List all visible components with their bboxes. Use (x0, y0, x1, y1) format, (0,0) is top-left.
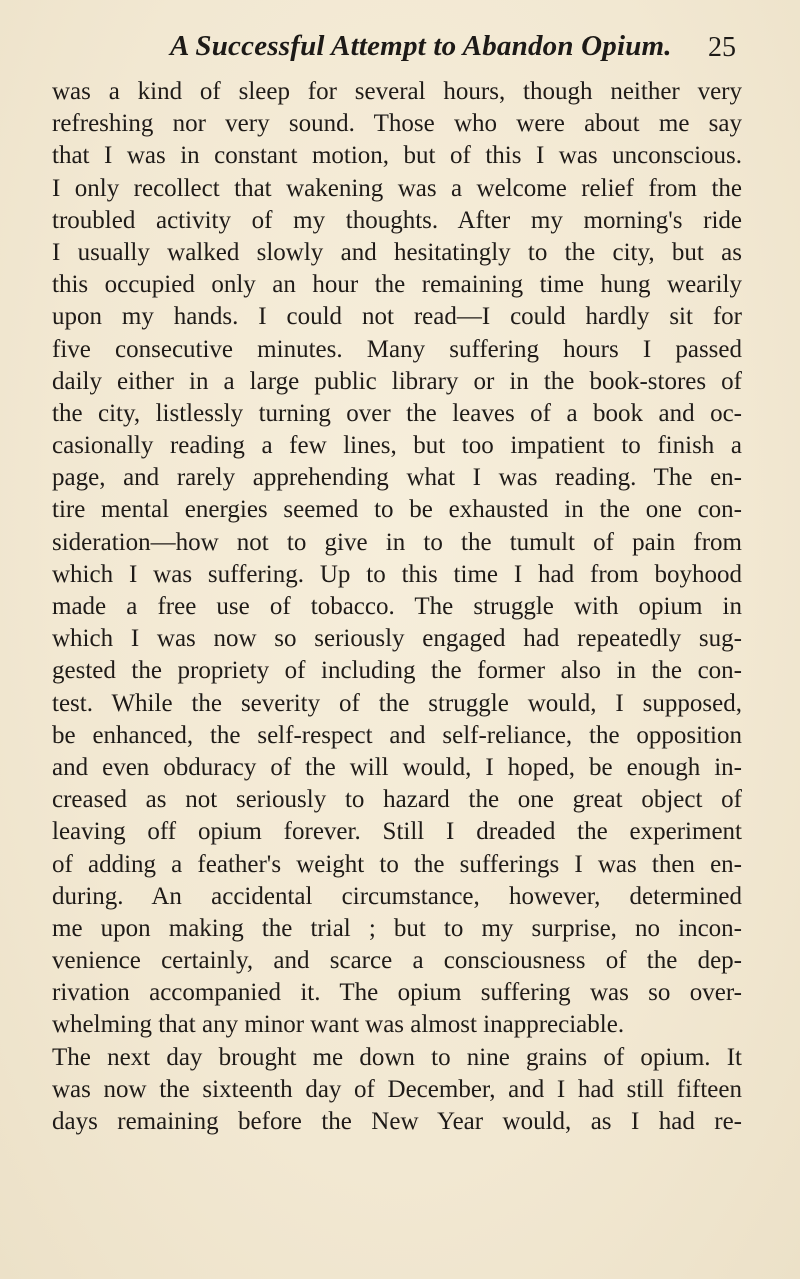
page-number: 25 (708, 32, 736, 63)
text-line: gested the propriety of including the former also in the con- (52, 657, 742, 685)
text-line: rivation accompanied it. The opium suffering was so over- (52, 979, 742, 1007)
text-line: me upon making the trial ; but to my surprise, no incon- (52, 914, 742, 942)
text-line: which I was now so seriously engaged had repeatedly sug- (52, 625, 742, 653)
text-line: daily either in a large public library or in the book-stores of (52, 367, 742, 395)
text-line: I usually walked slowly and hesitatingly to the city, but as (52, 238, 742, 266)
text-line: tire mental energies seemed to be exhausted in the one con- (52, 496, 742, 524)
text-line: that I was in constant motion, but of this I was unconscious. (52, 142, 742, 170)
text-line: leaving off opium forever. Still I dreaded the experiment (52, 818, 742, 846)
text-line: was now the sixteenth day of December, and I had still fifteen (52, 1075, 742, 1103)
body-paragraph (52, 76, 742, 1138)
text-line: which I was suffering. Up to this time I had from boyhood (52, 560, 742, 588)
text-line: refreshing nor very sound. Those who were about me say (52, 110, 742, 138)
text-line: and even obduracy of the will would, I hoped, be enough in- (52, 753, 742, 781)
text-line: of adding a feather's weight to the sufferings I was then en- (52, 850, 742, 878)
text-line: troubled activity of my thoughts. After my morning's ride (52, 206, 742, 234)
text-line: test. While the severity of the struggle would, I supposed, (52, 689, 742, 717)
text-line: upon my hands. I could not read—I could hardly sit for (52, 303, 742, 331)
running-head: A Successful Attempt to Abandon Opium. (170, 30, 672, 62)
text-line: venience certainly, and scarce a consciousness of the dep- (52, 947, 742, 975)
text-line: casionally reading a few lines, but too impatient to finish a (52, 432, 742, 460)
text-line: five consecutive minutes. Many suffering hours I passed (52, 335, 742, 363)
text-line: made a free use of tobacco. The struggle with opium in (52, 593, 742, 620)
text-line: The next day brought me down to nine grains of opium. It (52, 1043, 742, 1071)
text-line: whelming that any minor want was almost inappreciable. (52, 1011, 625, 1039)
text-line: was a kind of sleep for several hours, though neither very (52, 78, 742, 105)
text-line: be enhanced, the self-respect and self-reliance, the opposition (52, 721, 742, 749)
text-line: during. An accidental circumstance, however, determined (52, 882, 742, 910)
text-line: I only recollect that wakening was a welcome relief from the (52, 174, 742, 202)
text-line: days remaining before the New Year would, as I had re- (52, 1108, 742, 1135)
page-header (170, 30, 742, 70)
text-line: this occupied only an hour the remaining time hung wearily (52, 271, 742, 299)
text-line: sideration—how not to give in to the tumult of pain from (52, 528, 742, 556)
text-line: page, and rarely apprehending what I was reading. The en- (52, 464, 742, 492)
text-line: the city, listlessly turning over the leaves of a book and oc- (52, 399, 742, 427)
text-line: creased as not seriously to hazard the one great object of (52, 786, 742, 814)
